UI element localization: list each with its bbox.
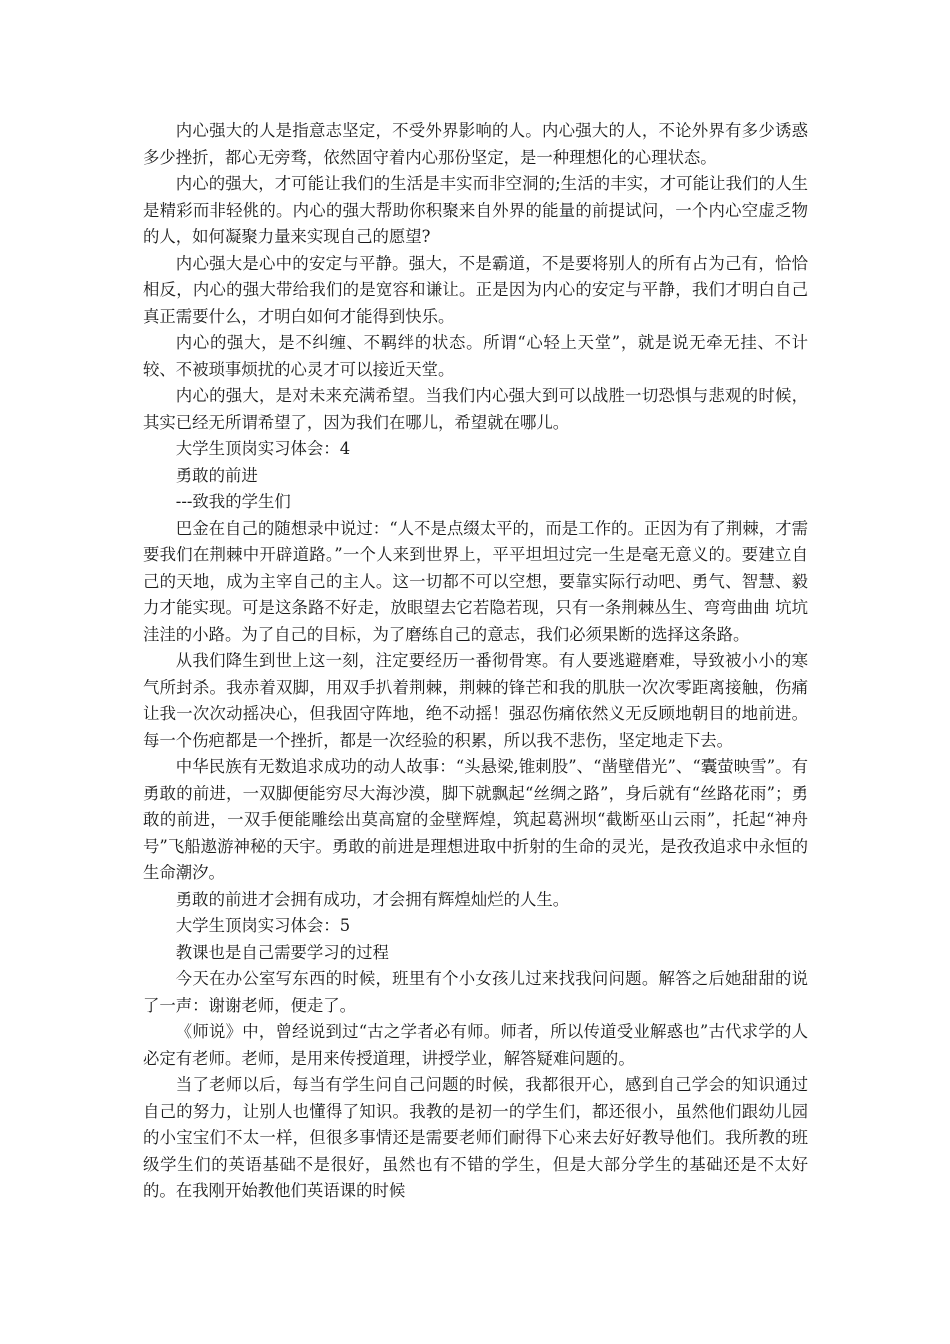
paragraph-bajin-quote: 巴金在自己的随想录中说过：“人不是点缀太平的，而是工作的。正因为有了荆棘，才需要我们在荆棘中开辟道路。”一个人来到世界上，平平坦坦过完一生是毫无意义的。要建立自己的天地，成为主宰自己的主人。这一切都不可以空想，要靠实际行动吧、勇气、智慧、毅力才能实现。可是这条路不好走，放眼望去它若隐若现，只有一条荆棘丛生、弯弯曲曲 坑坑洼洼的小路。为了自己的目标，为了磨练自己的意志，我们必须果断的选择这条路。 [143, 518, 808, 644]
paragraph-brave-conclusion: 勇敢的前进才会拥有成功，才会拥有辉煌灿烂的人生。 [175, 889, 570, 909]
paragraph-inner-strength-freedom: 内心的强大，是不纠缠、不羁绊的状态。所谓“心轻上天堂”，就是说无牵无挂、不计较、不被琐事烦扰的心灵才可以接近天堂。 [143, 333, 808, 379]
paragraph-inner-strength-definition: 内心强大的人是指意志坚定，不受外界影响的人。内心强大的人，不论外界有多少诱惑多少挫折，都心无旁骛，依然固守着内心那份坚定，是一种理想化的心理状态。 [143, 121, 808, 167]
paragraph-teacher-experience: 当了老师以后，每当有学生问自己问题的时候，我都很开心，感到自己学会的知识通过自己的努力，让别人也懂得了知识。我教的是初一的学生们，都还很小，虽然他们跟幼儿园的小宝宝们不太一样，但很多事情还是需要老师们耐得下心来去好好教导他们。我所教的班级学生们的英语基础不是很好，虽然也有不错的学生，但是大部分学生的基础还是不太好的。在我刚开始教他们英语课的时候 [143, 1075, 808, 1200]
paragraph-inner-strength-hope: 内心的强大，是对未来充满希望。当我们内心强大到可以战胜一切恐惧与悲观的时候，其实已经无所谓希望了，因为我们在哪儿，希望就在哪儿。 [143, 386, 808, 432]
essay-title-brave-forward: 勇敢的前进 [175, 465, 258, 485]
paragraph-chinese-stories: 中华民族有无数追求成功的动人故事：“头悬梁,锥刺股”、“凿壁借光”、“囊萤映雪”。有勇敢的前进，一双脚便能穷尽大海沙漠，脚下就飘起“丝绸之路”，身后就有“丝路花雨”；勇敢的前进，一双手便能雕绘出莫高窟的金壁辉煌，筑起葛洲坝“截断巫山云雨”，托起“神舟号”飞船遨游神秘的天宇。勇敢的前进是理想进取中折射的生命的灵光，是孜孜追求中永恒的生命潮汐。 [143, 757, 808, 882]
essay-title-teaching: 教课也是自己需要学习的过程 [175, 942, 389, 962]
essay-subtitle: ---致我的学生们 [175, 492, 291, 511]
paragraph-inner-strength-richness: 内心的强大，才可能让我们的生活是丰实而非空洞的;生活的丰实，才可能让我们的人生是精彩而非轻佻的。内心的强大帮助你积聚来自外界的能量的前提试问，一个内心空虚乏物的人，如何凝聚力量来实现自己的愿望? [143, 174, 808, 246]
section-heading-4: 大学生顶岗实习体会：4 [175, 439, 351, 458]
section-heading-5: 大学生顶岗实习体会：5 [175, 916, 351, 935]
paragraph-shishuo: 《师说》中，曾经说到过“古之学者必有师。师者，所以传道受业解惑也”古代求学的人必定有老师。老师，是用来传授道理，讲授学业，解答疑难问题的。 [143, 1022, 808, 1068]
paragraph-office-story: 今天在办公室写东西的时候，班里有个小女孩儿过来找我问问题。解答之后她甜甜的说了一声：谢谢老师，便走了。 [143, 969, 808, 1015]
paragraph-hardship: 从我们降生到世上这一刻，注定要经历一番彻骨寒。有人要逃避磨难，导致被小小的寒气所封杀。我赤着双脚，用双手扒着荆棘，荆棘的锋芒和我的肌肤一次次零距离接触，伤痛让我一次次动摇决心，但我固守阵地，绝不动摇！强忍伤痛依然义无反顾地朝目的地前进。每一个伤疤都是一个挫折，都是一次经验的积累，所以我不悲伤，坚定地走下去。 [143, 651, 808, 750]
paragraph-inner-strength-calm: 内心强大是心中的安定与平静。强大，不是霸道，不是要将别人的所有占为己有，恰恰相反，内心的强大带给我们的是宽容和谦让。正是因为内心的安定与平静，我们才明白自己真正需要什么，才明白如何才能得到快乐。 [143, 253, 808, 326]
document-body [143, 118, 808, 1205]
